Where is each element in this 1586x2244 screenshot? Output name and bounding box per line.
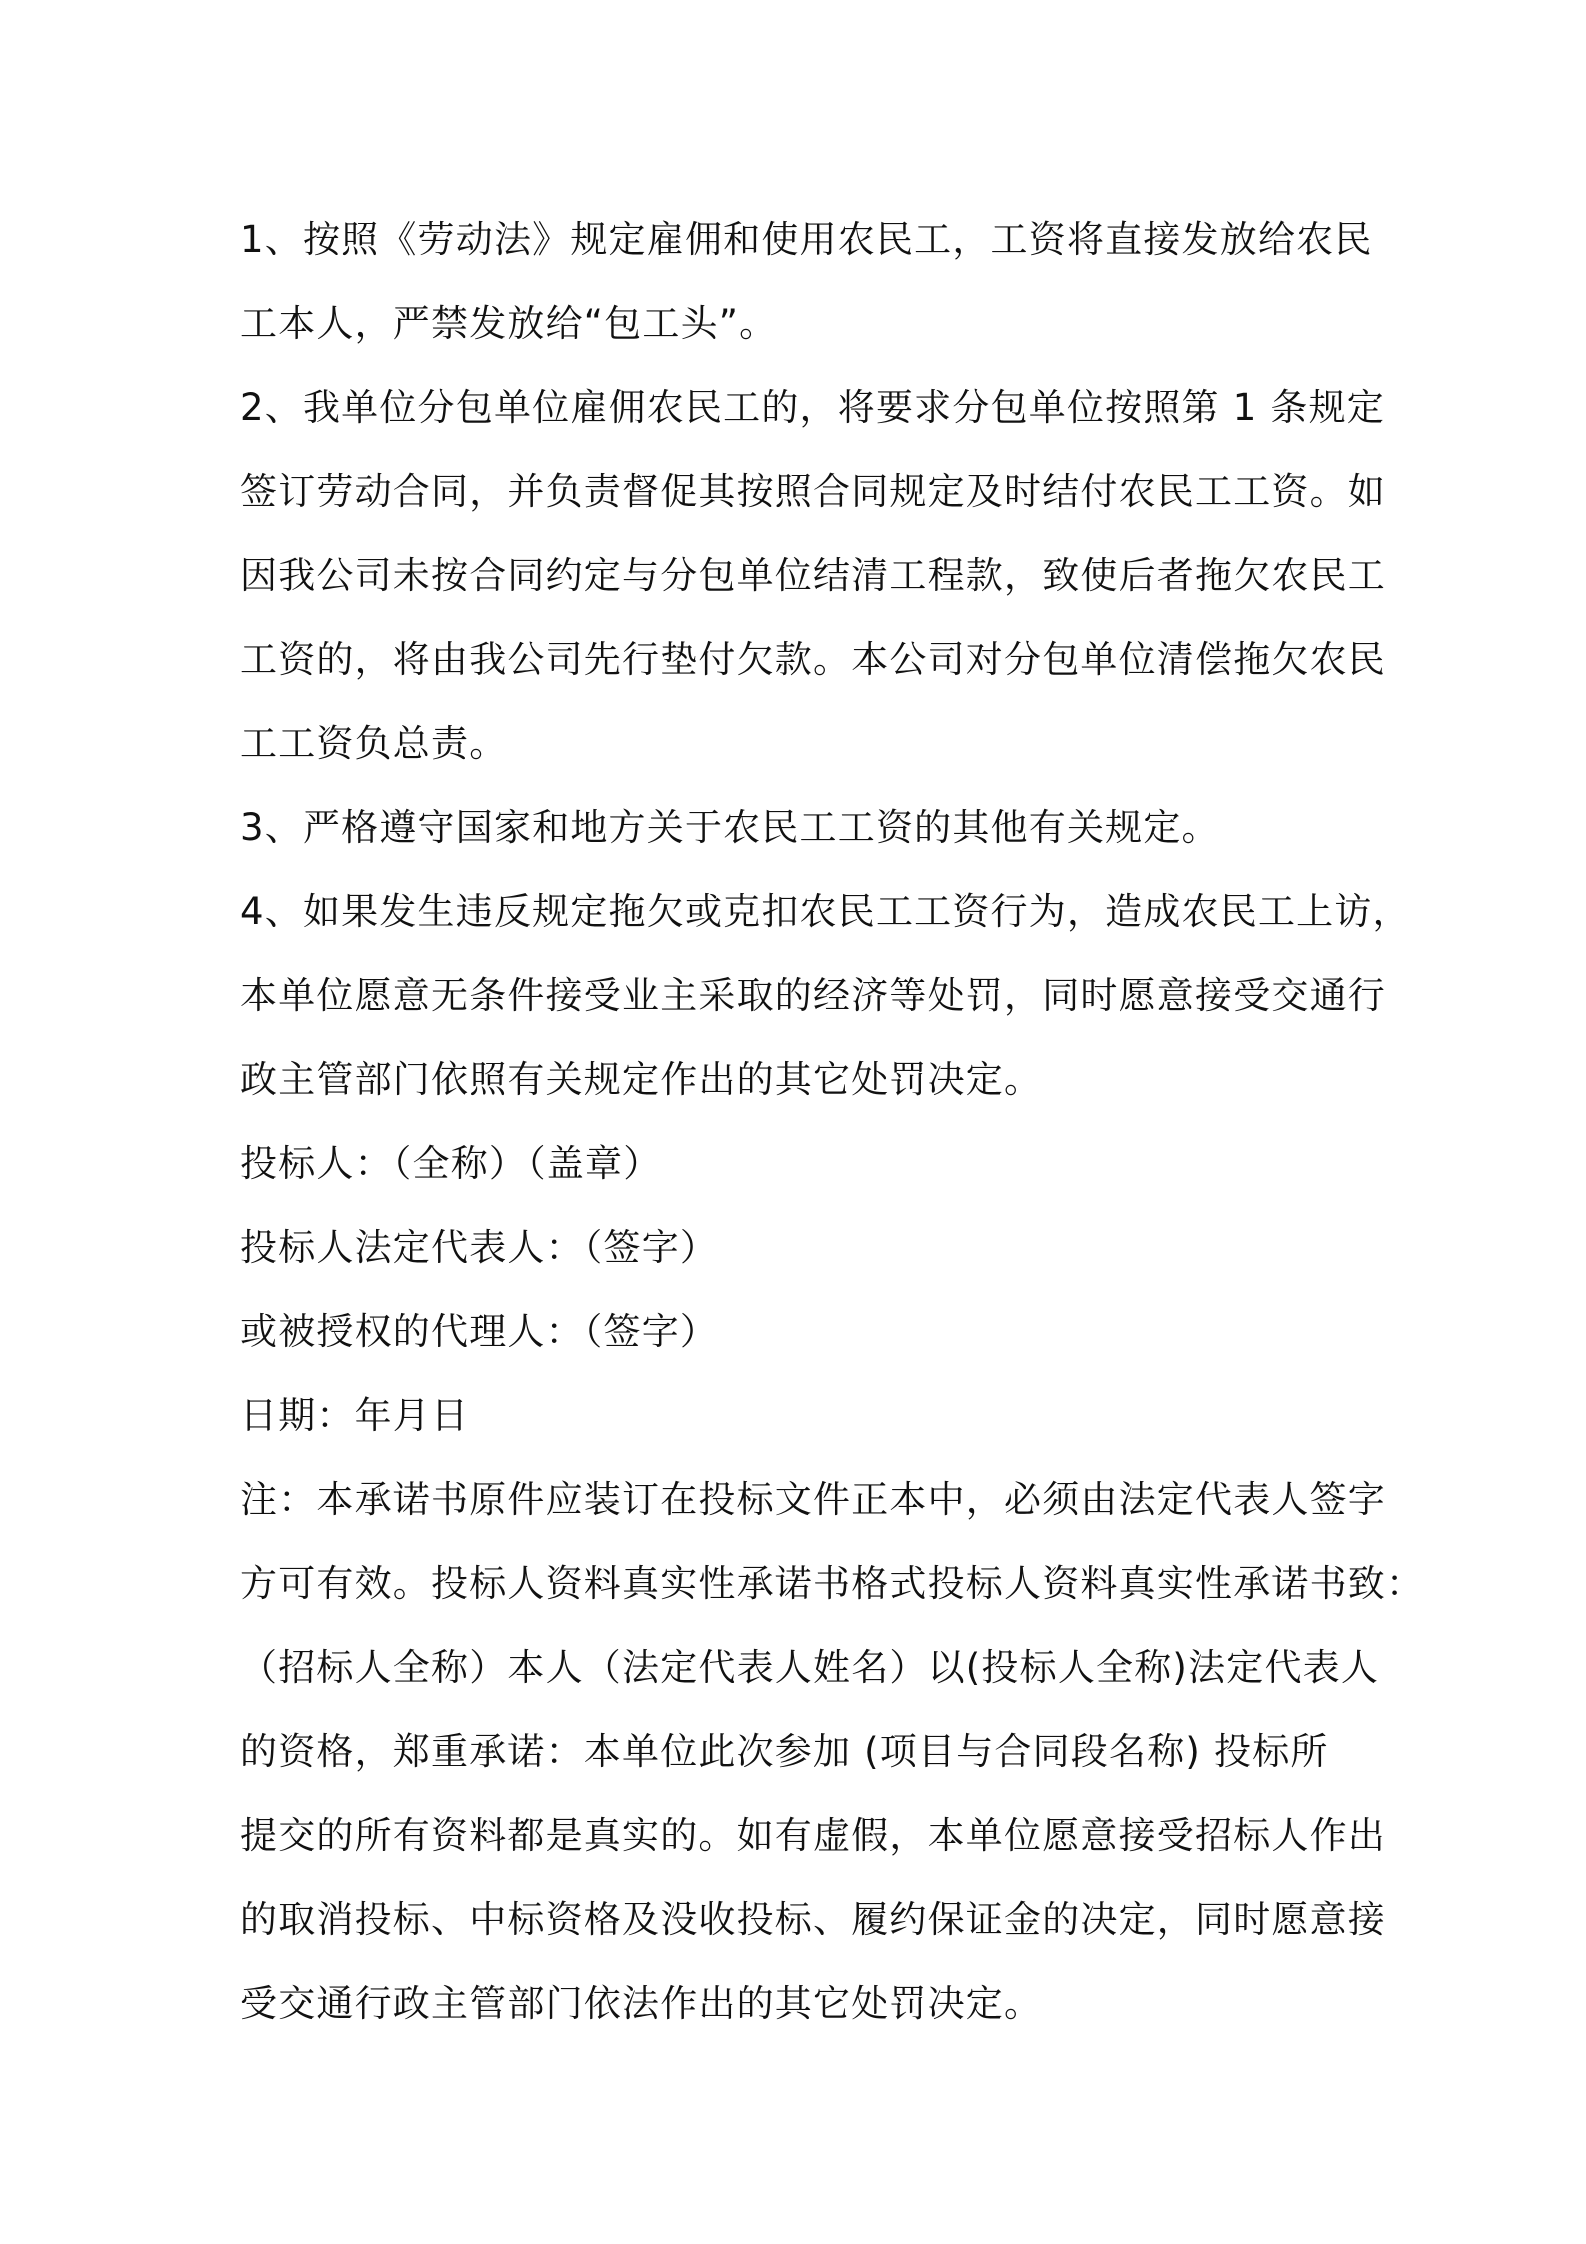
bidder-signature-line: 投标人：（全称）（盖章） [240, 1142, 662, 1185]
clause-2-line-4: 工资的，将由我公司先行垫付欠款。本公司对分包单位清偿拖欠农民 [240, 638, 1386, 681]
legal-representative-line: 投标人法定代表人：（签字） [240, 1226, 719, 1269]
clause-3-line-1: 3、严格遵守国家和地方关于农民工工资的其他有关规定。 [240, 806, 1220, 849]
clause-4-line-3: 政主管部门依照有关规定作出的其它处罚决定。 [240, 1058, 1043, 1101]
note-line-6: 的取消投标、中标资格及没收投标、履约保证金的决定，同时愿意接 [240, 1898, 1386, 1941]
date-line: 日期：年月日 [240, 1394, 470, 1437]
note-line-3: （招标人全称）本人（法定代表人姓名）以(投标人全称)法定代表人 [240, 1646, 1380, 1689]
clause-1-line-2: 工本人，严禁发放给“包工头”。 [240, 302, 778, 345]
clause-2-line-1: 2、我单位分包单位雇佣农民工的，将要求分包单位按照第 1 条规定 [240, 386, 1386, 429]
clause-2-line-2: 签订劳动合同，并负责督促其按照合同规定及时结付农民工工资。如 [240, 470, 1386, 513]
clause-4-line-2: 本单位愿意无条件接受业主采取的经济等处罚，同时愿意接受交通行 [240, 974, 1386, 1017]
clause-2-line-5: 工工资负总责。 [240, 722, 508, 765]
note-line-4: 的资格，郑重承诺：本单位此次参加 (项目与合同段名称) 投标所 [240, 1730, 1329, 1773]
document-body [240, 198, 1425, 2046]
authorized-agent-line: 或被授权的代理人：（签字） [240, 1310, 719, 1353]
note-line-7: 受交通行政主管部门依法作出的其它处罚决定。 [240, 1982, 1043, 2025]
note-line-5: 提交的所有资料都是真实的。如有虚假，本单位愿意接受招标人作出 [240, 1814, 1386, 1857]
note-line-1: 注：本承诺书原件应装订在投标文件正本中，必须由法定代表人签字 [240, 1478, 1386, 1521]
clause-1-line-1: 1、按照《劳动法》规定雇佣和使用农民工，工资将直接发放给农民 [240, 218, 1373, 261]
note-line-2: 方可有效。投标人资料真实性承诺书格式投标人资料真实性承诺书致： [240, 1562, 1425, 1605]
clause-2-line-3: 因我公司未按合同约定与分包单位结清工程款，致使后者拖欠农民工 [240, 554, 1386, 597]
clause-4-line-1: 4、如果发生违反规定拖欠或克扣农民工工资行为，造成农民工上访， [240, 890, 1411, 933]
